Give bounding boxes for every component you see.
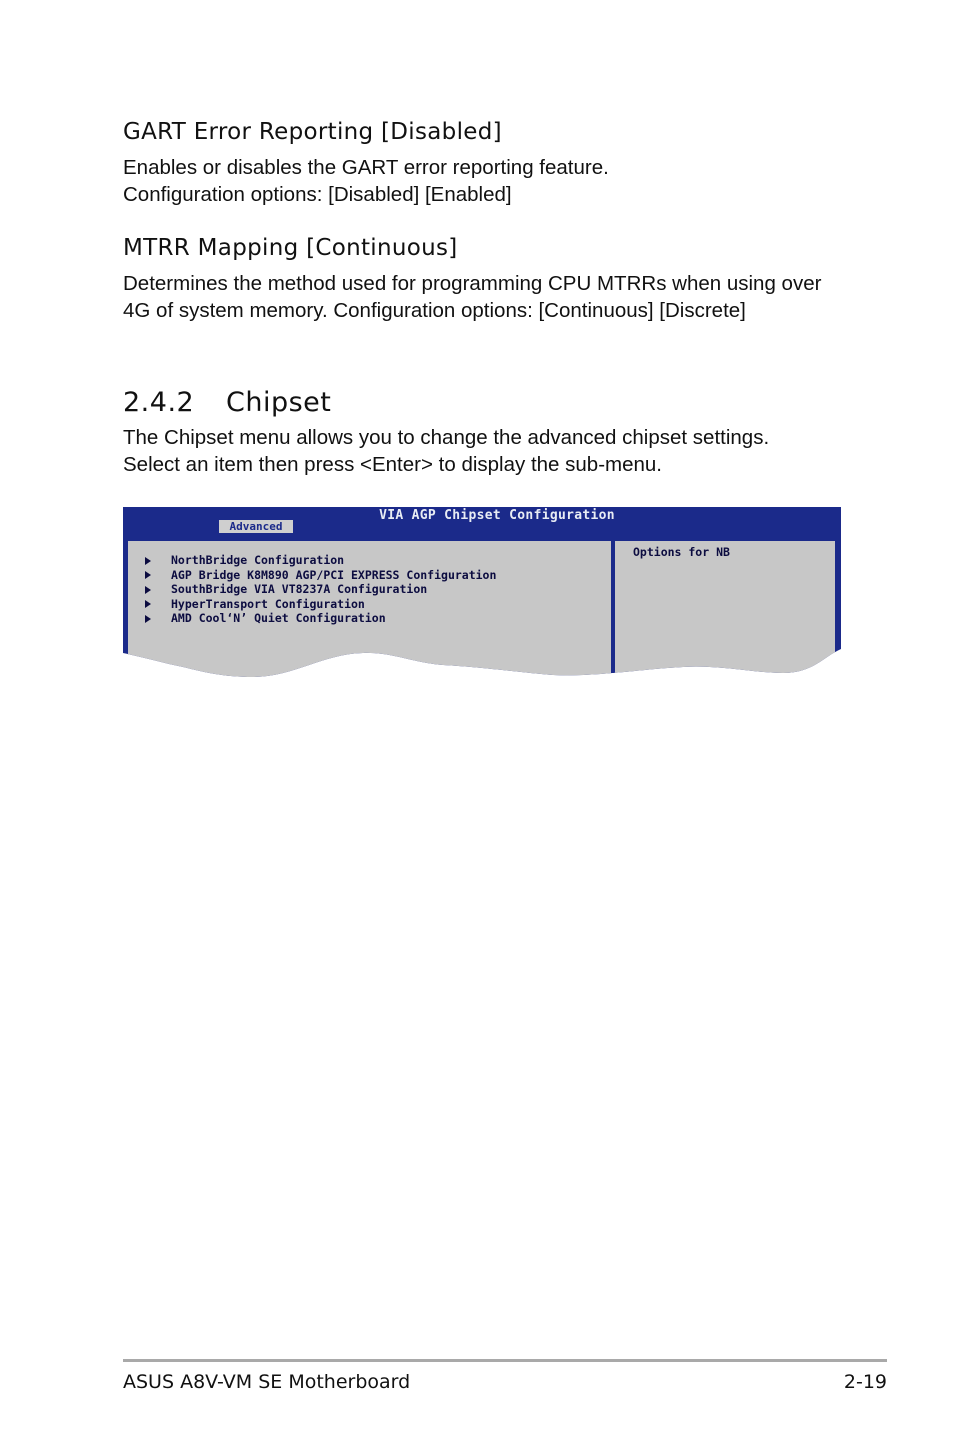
gart-options: Configuration options: [Disabled] [Enabled] (123, 183, 512, 206)
footer-product-name: ASUS A8V-VM SE Motherboard (123, 1371, 411, 1393)
bios-menu-item-northbridge[interactable] (145, 553, 496, 568)
footer-divider (123, 1359, 887, 1362)
mtrr-heading: MTRR Mapping [Continuous] (123, 235, 458, 261)
bios-title: VIA AGP Chipset Configuration (379, 508, 615, 523)
bios-menu-item-agp-bridge[interactable] (145, 568, 496, 583)
bios-menu-item-hypertransport[interactable] (145, 597, 496, 612)
submenu-arrow-icon (145, 586, 151, 594)
bios-menu-list (145, 553, 496, 626)
bios-menu-item-label: HyperTransport Configuration (171, 596, 365, 611)
chipset-instruction: Select an item then press <Enter> to display the sub-menu. (123, 453, 662, 476)
chipset-description: The Chipset menu allows you to change the advanced chipset settings. (123, 426, 770, 449)
section-title: Chipset (226, 387, 332, 418)
mtrr-description: Determines the method used for programming CPU MTRRs when using over (123, 272, 822, 295)
submenu-arrow-icon (145, 600, 151, 608)
bios-menu-item-southbridge[interactable] (145, 582, 496, 597)
bios-menu-item-label: SouthBridge VIA VT8237A Configuration (171, 582, 428, 596)
bios-help-text: Options for NB (633, 545, 730, 559)
submenu-arrow-icon (145, 615, 151, 623)
gart-description: Enables or disables the GART error reporting feature. (123, 156, 609, 179)
bios-menu-item-cool-n-quiet[interactable] (145, 611, 496, 626)
tab-advanced[interactable]: Advanced (219, 520, 293, 533)
section-number: 2.4.2 (123, 387, 195, 418)
gart-heading: GART Error Reporting [Disabled] (123, 119, 502, 145)
bios-menu-item-label: AGP Bridge K8M890 AGP/PCI EXPRESS Configuration (171, 567, 497, 582)
bios-menu-item-label: NorthBridge Configuration (171, 553, 345, 567)
page-number: 2-19 (843, 1371, 887, 1393)
section-heading (123, 387, 331, 418)
bios-screenshot (123, 507, 841, 677)
submenu-arrow-icon (145, 557, 151, 565)
mtrr-options: 4G of system memory. Configuration options: [Continuous] [Discrete] (123, 299, 746, 322)
bios-menu-item-label: AMD Cool‘N’ Quiet Configuration (171, 611, 386, 625)
submenu-arrow-icon (145, 571, 151, 579)
